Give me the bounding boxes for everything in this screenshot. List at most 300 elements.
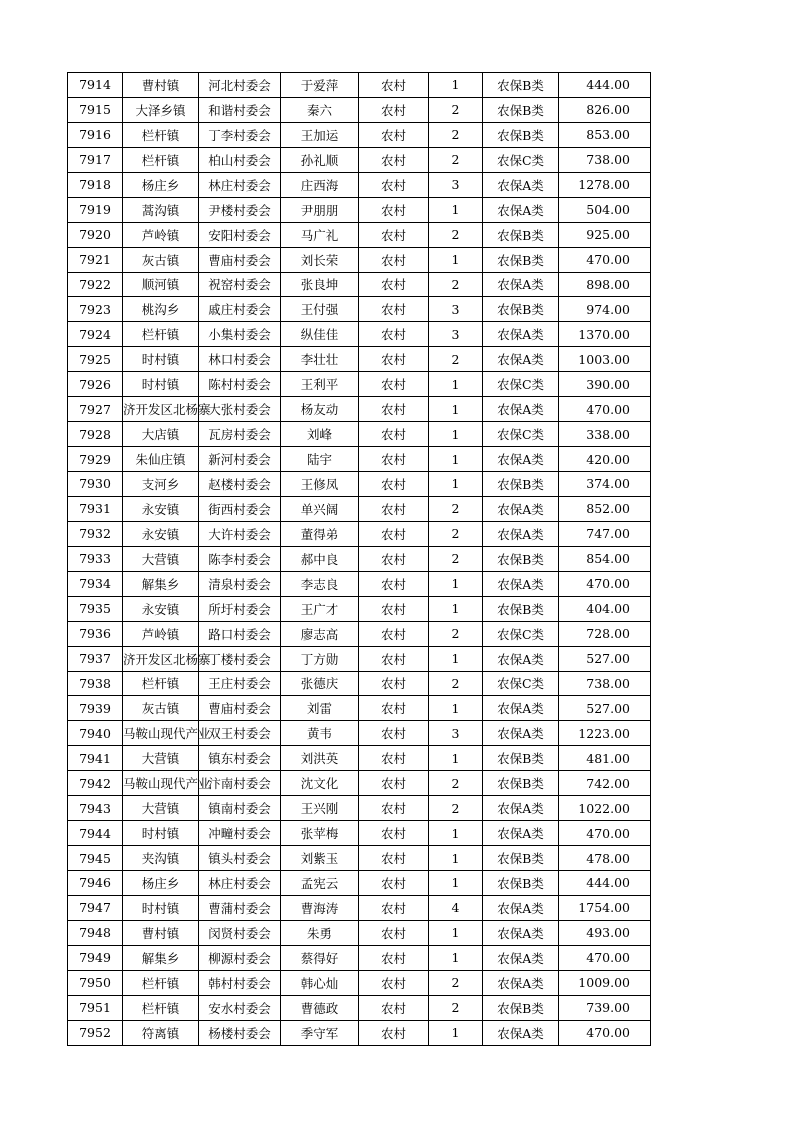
insurance-category-cell: 农保B类 [483,297,559,322]
row-number-cell: 7927 [68,397,123,422]
household-size-cell: 1 [429,73,483,98]
table-row [68,322,651,347]
household-size-cell: 1 [429,646,483,671]
person-name-cell: 郝中良 [281,546,359,571]
insurance-category-cell: 农保A类 [483,347,559,372]
area-type-cell: 农村 [359,596,429,621]
table-row [68,272,651,297]
row-number-cell: 7941 [68,746,123,771]
household-size-cell: 2 [429,546,483,571]
amount-cell: 470.00 [559,571,651,596]
village-committee-cell: 赵楼村委会 [199,472,281,497]
household-size-cell: 1 [429,696,483,721]
insurance-category-cell: 农保C类 [483,671,559,696]
table-row [68,771,651,796]
town-cell: 马鞍山现代产业 [123,771,199,796]
table-row [68,147,651,172]
table-row [68,970,651,995]
area-type-cell: 农村 [359,247,429,272]
row-number-cell: 7950 [68,970,123,995]
person-name-cell: 董得弟 [281,521,359,546]
person-name-cell: 孟宪云 [281,871,359,896]
area-type-cell: 农村 [359,871,429,896]
person-name-cell: 李壮壮 [281,347,359,372]
town-cell: 朱仙庄镇 [123,447,199,472]
village-committee-cell: 林庄村委会 [199,172,281,197]
person-name-cell: 丁方勋 [281,646,359,671]
village-committee-cell: 闵贤村委会 [199,920,281,945]
person-name-cell: 季守军 [281,1020,359,1045]
amount-cell: 1022.00 [559,796,651,821]
town-cell: 永安镇 [123,521,199,546]
row-number-cell: 7946 [68,871,123,896]
area-type-cell: 农村 [359,920,429,945]
household-size-cell: 1 [429,871,483,896]
town-cell: 大泽乡镇 [123,97,199,122]
table-row [68,97,651,122]
town-cell: 芦岭镇 [123,222,199,247]
row-number-cell: 7920 [68,222,123,247]
household-size-cell: 4 [429,895,483,920]
table-row [68,1020,651,1045]
household-size-cell: 3 [429,322,483,347]
household-size-cell: 1 [429,372,483,397]
town-cell: 栏杆镇 [123,970,199,995]
person-name-cell: 沈文化 [281,771,359,796]
person-name-cell: 王利平 [281,372,359,397]
town-cell: 栏杆镇 [123,122,199,147]
town-cell: 马鞍山现代产业 [123,721,199,746]
insurance-category-cell: 农保A类 [483,272,559,297]
row-number-cell: 7951 [68,995,123,1020]
insurance-category-cell: 农保A类 [483,1020,559,1045]
table-row [68,347,651,372]
town-cell: 曹村镇 [123,73,199,98]
table-row [68,721,651,746]
insurance-category-cell: 农保A类 [483,397,559,422]
town-cell: 时村镇 [123,347,199,372]
household-size-cell: 1 [429,945,483,970]
household-size-cell: 2 [429,671,483,696]
area-type-cell: 农村 [359,97,429,122]
town-cell: 永安镇 [123,496,199,521]
person-name-cell: 曹海涛 [281,895,359,920]
person-name-cell: 王付强 [281,297,359,322]
insurance-category-cell: 农保A类 [483,920,559,945]
amount-cell: 338.00 [559,422,651,447]
village-committee-cell: 街西村委会 [199,496,281,521]
row-number-cell: 7921 [68,247,123,272]
town-cell: 大店镇 [123,422,199,447]
town-cell: 蒿沟镇 [123,197,199,222]
row-number-cell: 7918 [68,172,123,197]
person-name-cell: 孙礼顺 [281,147,359,172]
row-number-cell: 7932 [68,521,123,546]
amount-cell: 470.00 [559,821,651,846]
household-size-cell: 1 [429,472,483,497]
area-type-cell: 农村 [359,821,429,846]
person-name-cell: 蔡得好 [281,945,359,970]
table-row [68,621,651,646]
amount-cell: 374.00 [559,472,651,497]
amount-cell: 974.00 [559,297,651,322]
household-size-cell: 2 [429,796,483,821]
insurance-category-cell: 农保B类 [483,995,559,1020]
amount-cell: 853.00 [559,122,651,147]
household-size-cell: 1 [429,1020,483,1045]
amount-cell: 1223.00 [559,721,651,746]
row-number-cell: 7916 [68,122,123,147]
insurance-category-cell: 农保A类 [483,796,559,821]
person-name-cell: 张德庆 [281,671,359,696]
insurance-category-cell: 农保A类 [483,945,559,970]
village-committee-cell: 瓦房村委会 [199,422,281,447]
insurance-category-cell: 农保A类 [483,895,559,920]
amount-cell: 1278.00 [559,172,651,197]
village-committee-cell: 所圩村委会 [199,596,281,621]
household-size-cell: 1 [429,746,483,771]
table-row [68,372,651,397]
household-size-cell: 2 [429,496,483,521]
amount-cell: 481.00 [559,746,651,771]
amount-cell: 390.00 [559,372,651,397]
area-type-cell: 农村 [359,646,429,671]
table-row [68,73,651,98]
table-row [68,646,651,671]
table-row [68,746,651,771]
village-committee-cell: 陈李村委会 [199,546,281,571]
village-committee-cell: 林庄村委会 [199,871,281,896]
village-committee-cell: 清泉村委会 [199,571,281,596]
amount-cell: 527.00 [559,646,651,671]
village-committee-cell: 镇东村委会 [199,746,281,771]
town-cell: 栏杆镇 [123,671,199,696]
area-type-cell: 农村 [359,472,429,497]
row-number-cell: 7933 [68,546,123,571]
village-committee-cell: 曹庙村委会 [199,696,281,721]
table-row [68,871,651,896]
town-cell: 大营镇 [123,546,199,571]
amount-cell: 898.00 [559,272,651,297]
household-size-cell: 2 [429,995,483,1020]
person-name-cell: 朱勇 [281,920,359,945]
village-committee-cell: 汴南村委会 [199,771,281,796]
insurance-category-cell: 农保C类 [483,372,559,397]
table-row [68,895,651,920]
town-cell: 杨庄乡 [123,172,199,197]
insurance-category-cell: 农保A类 [483,521,559,546]
town-cell: 济开发区北杨寨 [123,646,199,671]
town-cell: 夹沟镇 [123,846,199,871]
town-cell: 支河乡 [123,472,199,497]
village-committee-cell: 新河村委会 [199,447,281,472]
insurance-category-cell: 农保B类 [483,546,559,571]
person-name-cell: 王兴刚 [281,796,359,821]
amount-cell: 738.00 [559,671,651,696]
town-cell: 解集乡 [123,945,199,970]
household-size-cell: 1 [429,596,483,621]
insurance-category-cell: 农保A类 [483,646,559,671]
insurance-category-cell: 农保B类 [483,472,559,497]
village-committee-cell: 林口村委会 [199,347,281,372]
insurance-category-cell: 农保B类 [483,846,559,871]
area-type-cell: 农村 [359,621,429,646]
amount-cell: 738.00 [559,147,651,172]
area-type-cell: 农村 [359,796,429,821]
area-type-cell: 农村 [359,546,429,571]
area-type-cell: 农村 [359,222,429,247]
town-cell: 时村镇 [123,372,199,397]
amount-cell: 527.00 [559,696,651,721]
village-committee-cell: 镇头村委会 [199,846,281,871]
insurance-category-cell: 农保A类 [483,970,559,995]
insurance-category-cell: 农保B类 [483,746,559,771]
insurance-category-cell: 农保A类 [483,447,559,472]
amount-cell: 739.00 [559,995,651,1020]
village-committee-cell: 安水村委会 [199,995,281,1020]
area-type-cell: 农村 [359,995,429,1020]
village-committee-cell: 大张村委会 [199,397,281,422]
row-number-cell: 7925 [68,347,123,372]
village-committee-cell: 曹蒲村委会 [199,895,281,920]
household-size-cell: 1 [429,821,483,846]
town-cell: 济开发区北杨寨 [123,397,199,422]
amount-cell: 470.00 [559,1020,651,1045]
area-type-cell: 农村 [359,122,429,147]
row-number-cell: 7952 [68,1020,123,1045]
area-type-cell: 农村 [359,147,429,172]
household-size-cell: 1 [429,846,483,871]
amount-cell: 404.00 [559,596,651,621]
area-type-cell: 农村 [359,73,429,98]
village-committee-cell: 柏山村委会 [199,147,281,172]
amount-cell: 826.00 [559,97,651,122]
household-size-cell: 2 [429,272,483,297]
area-type-cell: 农村 [359,671,429,696]
village-committee-cell: 尹楼村委会 [199,197,281,222]
area-type-cell: 农村 [359,322,429,347]
insurance-category-cell: 农保B类 [483,596,559,621]
person-name-cell: 刘洪英 [281,746,359,771]
person-name-cell: 李志良 [281,571,359,596]
table-row [68,122,651,147]
town-cell: 杨庄乡 [123,871,199,896]
town-cell: 栏杆镇 [123,995,199,1020]
table-row [68,546,651,571]
row-number-cell: 7928 [68,422,123,447]
person-name-cell: 刘雷 [281,696,359,721]
table-row [68,671,651,696]
table-row [68,197,651,222]
row-number-cell: 7930 [68,472,123,497]
table-row [68,472,651,497]
town-cell: 曹村镇 [123,920,199,945]
table-row [68,571,651,596]
amount-cell: 478.00 [559,846,651,871]
row-number-cell: 7926 [68,372,123,397]
person-name-cell: 黄韦 [281,721,359,746]
row-number-cell: 7936 [68,621,123,646]
table-row [68,247,651,272]
table-row [68,222,651,247]
household-size-cell: 1 [429,571,483,596]
person-name-cell: 于爱萍 [281,73,359,98]
amount-cell: 470.00 [559,945,651,970]
town-cell: 解集乡 [123,571,199,596]
area-type-cell: 农村 [359,297,429,322]
village-committee-cell: 安阳村委会 [199,222,281,247]
amount-cell: 852.00 [559,496,651,521]
table-row [68,920,651,945]
town-cell: 大营镇 [123,746,199,771]
village-committee-cell: 路口村委会 [199,621,281,646]
household-size-cell: 2 [429,621,483,646]
village-committee-cell: 陈村村委会 [199,372,281,397]
row-number-cell: 7922 [68,272,123,297]
insurance-category-cell: 农保B类 [483,122,559,147]
area-type-cell: 农村 [359,172,429,197]
household-size-cell: 1 [429,422,483,447]
amount-cell: 1370.00 [559,322,651,347]
table-row [68,821,651,846]
amount-cell: 742.00 [559,771,651,796]
row-number-cell: 7943 [68,796,123,821]
amount-cell: 925.00 [559,222,651,247]
village-committee-cell: 韩村村委会 [199,970,281,995]
insurance-category-cell: 农保A类 [483,172,559,197]
town-cell: 顺河镇 [123,272,199,297]
town-cell: 符离镇 [123,1020,199,1045]
row-number-cell: 7940 [68,721,123,746]
insurance-category-cell: 农保A类 [483,696,559,721]
area-type-cell: 农村 [359,447,429,472]
table-row [68,596,651,621]
insurance-category-cell: 农保B类 [483,771,559,796]
village-committee-cell: 和谐村委会 [199,97,281,122]
insurance-category-cell: 农保B类 [483,871,559,896]
household-size-cell: 2 [429,222,483,247]
household-size-cell: 2 [429,771,483,796]
row-number-cell: 7939 [68,696,123,721]
row-number-cell: 7949 [68,945,123,970]
town-cell: 大营镇 [123,796,199,821]
village-committee-cell: 大许村委会 [199,521,281,546]
row-number-cell: 7934 [68,571,123,596]
amount-cell: 504.00 [559,197,651,222]
row-number-cell: 7945 [68,846,123,871]
row-number-cell: 7938 [68,671,123,696]
area-type-cell: 农村 [359,521,429,546]
insurance-category-cell: 农保B类 [483,97,559,122]
amount-cell: 420.00 [559,447,651,472]
insurance-category-cell: 农保C类 [483,147,559,172]
area-type-cell: 农村 [359,771,429,796]
table-row [68,521,651,546]
row-number-cell: 7915 [68,97,123,122]
area-type-cell: 农村 [359,347,429,372]
household-size-cell: 2 [429,122,483,147]
table-row [68,422,651,447]
village-committee-cell: 丁楼村委会 [199,646,281,671]
row-number-cell: 7914 [68,73,123,98]
village-committee-cell: 冲疃村委会 [199,821,281,846]
table-row [68,696,651,721]
insurance-category-cell: 农保A类 [483,197,559,222]
town-cell: 永安镇 [123,596,199,621]
household-size-cell: 2 [429,147,483,172]
household-size-cell: 2 [429,347,483,372]
area-type-cell: 农村 [359,1020,429,1045]
amount-cell: 444.00 [559,73,651,98]
row-number-cell: 7919 [68,197,123,222]
insurance-category-cell: 农保B类 [483,247,559,272]
village-committee-cell: 双王村委会 [199,721,281,746]
area-type-cell: 农村 [359,721,429,746]
person-name-cell: 刘紫玉 [281,846,359,871]
person-name-cell: 王加运 [281,122,359,147]
person-name-cell: 韩心灿 [281,970,359,995]
person-name-cell: 王修凤 [281,472,359,497]
town-cell: 时村镇 [123,895,199,920]
village-committee-cell: 祝窑村委会 [199,272,281,297]
amount-cell: 1754.00 [559,895,651,920]
table-row [68,297,651,322]
village-committee-cell: 河北村委会 [199,73,281,98]
amount-cell: 1009.00 [559,970,651,995]
area-type-cell: 农村 [359,846,429,871]
area-type-cell: 农村 [359,945,429,970]
town-cell: 栏杆镇 [123,322,199,347]
data-table [67,72,651,1046]
table-row [68,846,651,871]
household-size-cell: 2 [429,521,483,546]
person-name-cell: 陆宇 [281,447,359,472]
insurance-category-cell: 农保A类 [483,571,559,596]
household-size-cell: 1 [429,447,483,472]
amount-cell: 1003.00 [559,347,651,372]
area-type-cell: 农村 [359,746,429,771]
household-size-cell: 2 [429,97,483,122]
row-number-cell: 7942 [68,771,123,796]
household-size-cell: 1 [429,247,483,272]
household-size-cell: 3 [429,172,483,197]
person-name-cell: 杨友动 [281,397,359,422]
person-name-cell: 曹德政 [281,995,359,1020]
village-committee-cell: 曹庙村委会 [199,247,281,272]
row-number-cell: 7937 [68,646,123,671]
table-row [68,397,651,422]
person-name-cell: 单兴阔 [281,496,359,521]
household-size-cell: 1 [429,197,483,222]
row-number-cell: 7923 [68,297,123,322]
village-committee-cell: 王庄村委会 [199,671,281,696]
person-name-cell: 纵佳佳 [281,322,359,347]
row-number-cell: 7924 [68,322,123,347]
amount-cell: 728.00 [559,621,651,646]
row-number-cell: 7944 [68,821,123,846]
row-number-cell: 7917 [68,147,123,172]
table-body [68,73,651,1046]
town-cell: 栏杆镇 [123,147,199,172]
person-name-cell: 廖志高 [281,621,359,646]
insurance-category-cell: 农保A类 [483,496,559,521]
table-row [68,945,651,970]
row-number-cell: 7929 [68,447,123,472]
person-name-cell: 秦六 [281,97,359,122]
area-type-cell: 农村 [359,272,429,297]
amount-cell: 493.00 [559,920,651,945]
insurance-category-cell: 农保C类 [483,621,559,646]
